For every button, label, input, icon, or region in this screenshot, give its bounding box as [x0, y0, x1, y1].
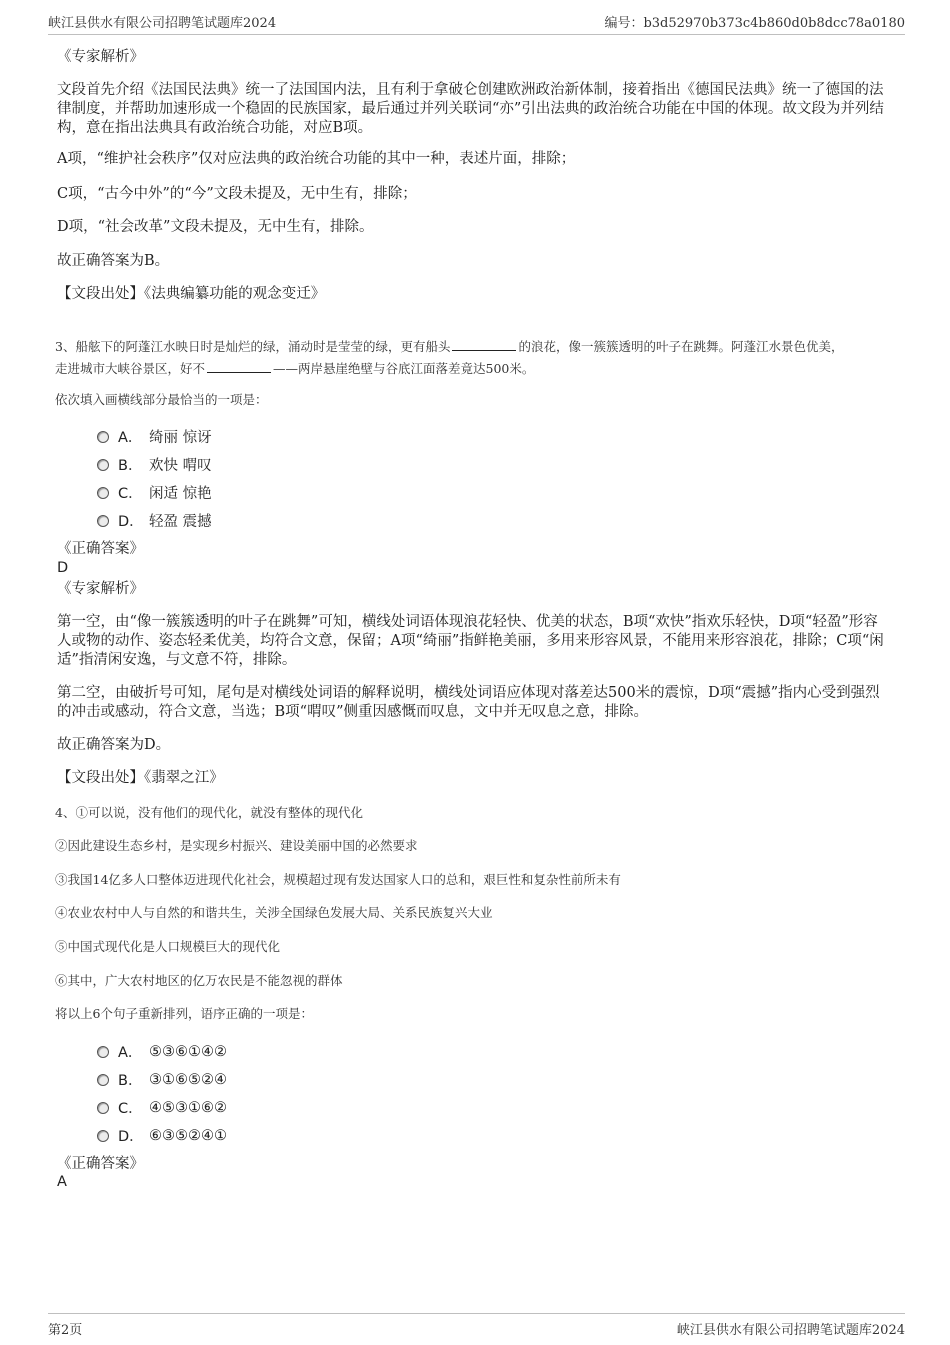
radio-button[interactable] — [97, 1102, 109, 1114]
header-title: 峡江县供水有限公司招聘笔试题库2024 — [48, 16, 277, 31]
sentence-3: ③我国14亿多人口整体迈进现代化社会，规模超过现有发达国家人口的总和，艰巨性和复杂性前所未有 — [55, 872, 621, 887]
radio-button[interactable] — [97, 515, 109, 527]
radio-button[interactable] — [97, 487, 109, 499]
option-a[interactable] — [97, 426, 212, 447]
option-c[interactable] — [97, 1097, 227, 1118]
conclusion: 故正确答案为D。 — [57, 737, 171, 753]
correct-answer: D — [57, 560, 69, 576]
option-text: ④⑤③①⑥② — [149, 1099, 227, 1116]
fill-blank-2 — [207, 359, 271, 373]
expert-heading: 《专家解析》 — [57, 581, 144, 597]
analysis-paragraph: 第一空，由“像一簇簇透明的叶子在跳舞”可知，横线处词语体现浪花轻快、优美的状态，B项“欢快”指欢乐轻快，D项“轻盈”形容人或物的动作、姿态轻柔优美，均符合文意，保留；A项“绮丽”指鲜艳美丽，多用来形容风景，不能用来形容浪花，排除；C项“闲适”指清闲安逸，与文意不符，排除。 — [57, 614, 884, 668]
option-d[interactable] — [97, 1125, 227, 1146]
option-letter: D． — [118, 514, 144, 530]
sentence-1: 4、①可以说，没有他们的现代化，就没有整体的现代化 — [55, 805, 363, 820]
option-letter: A． — [118, 430, 143, 446]
page-header — [48, 12, 905, 35]
expert-heading: 《专家解析》 — [57, 49, 144, 65]
option-d[interactable] — [97, 510, 212, 531]
option-letter: D． — [118, 1129, 144, 1145]
document-code: 编号：b3d52970b373c4b860d0b8dcc78a0180 — [604, 16, 905, 31]
analysis-item-a: A项，“维护社会秩序”仅对应法典的政治统合功能的其中一种，表述片面，排除； — [57, 151, 576, 167]
option-text: 轻盈 震撼 — [149, 514, 212, 530]
option-letter: A． — [118, 1045, 143, 1061]
option-text: ⑥③⑤②④① — [149, 1127, 227, 1144]
source-citation: 【文段出处】《法典编纂功能的观念变迁》 — [57, 286, 326, 302]
answer-heading: 《正确答案》 — [57, 1156, 144, 1172]
option-text: ③①⑥⑤②④ — [149, 1071, 227, 1088]
radio-button[interactable] — [97, 1130, 109, 1142]
question-4-prompt: 将以上6个句子重新排列，语序正确的一项是： — [55, 1006, 313, 1021]
sentence-5: ⑤中国式现代化是人口规模巨大的现代化 — [55, 939, 281, 954]
stem-text: 3、船舷下的阿蓬江水映日时是灿烂的绿，涌动时是莹莹的绿，更有船头 — [55, 339, 451, 354]
question-3-prompt: 依次填入画横线部分最恰当的一项是： — [55, 392, 268, 407]
option-b[interactable] — [97, 1069, 227, 1090]
correct-answer: A — [57, 1174, 67, 1190]
analysis-item-c: C项，“古今中外”的“今”文段未提及，无中生有，排除； — [57, 186, 417, 202]
option-text: 欢快 喟叹 — [149, 458, 212, 474]
analysis-item-d: D项，“社会改革”文段未提及，无中生有，排除。 — [57, 219, 374, 235]
sentence-6: ⑥其中，广大农村地区的亿万农民是不能忽视的群体 — [55, 973, 343, 988]
option-letter: C． — [118, 1101, 143, 1117]
option-letter: B． — [118, 458, 143, 474]
fill-blank-1 — [452, 337, 516, 351]
answer-heading: 《正确答案》 — [57, 541, 144, 557]
page-number: 第2页 — [48, 1323, 83, 1338]
option-a[interactable] — [97, 1041, 227, 1062]
question-3-stem — [55, 336, 890, 380]
option-text: 闲适 惊艳 — [149, 486, 212, 502]
stem-text: 走进城市大峡谷景区，好不 — [55, 361, 206, 376]
sentence-2: ②因此建设生态乡村，是实现乡村振兴、建设美丽中国的必然要求 — [55, 838, 418, 853]
option-text: 绮丽 惊讶 — [149, 430, 212, 446]
conclusion: 故正确答案为B。 — [57, 253, 170, 269]
footer-title: 峡江县供水有限公司招聘笔试题库2024 — [676, 1323, 905, 1338]
page-footer — [48, 1313, 905, 1338]
option-letter: B． — [118, 1073, 143, 1089]
radio-button[interactable] — [97, 1046, 109, 1058]
source-citation: 【文段出处】《翡翠之江》 — [57, 770, 224, 786]
option-b[interactable] — [97, 454, 212, 475]
analysis-paragraph: 第二空，由破折号可知，尾句是对横线处词语的解释说明，横线处词语应体现对落差达500米的震惊，D项“震撼”指内心受到强烈的冲击或感动，符合文意，当选；B项“喟叹”侧重因感慨而叹息，文中并无叹息之意，排除。 — [57, 685, 880, 720]
option-text: ⑤③⑥①④② — [149, 1043, 227, 1060]
analysis-paragraph: 文段首先介绍《法国民法典》统一了法国国内法，且有利于拿破仑创建欧洲政治新体制，接着指出《德国民法典》统一了德国的法律制度，并帮助加速形成一个稳固的民族国家，最后通过并列关联词“亦”引出法典的政治统合功能在中国的体现。故文段为并列结构，意在指出法典具有政治统合功能，对应B项。 — [57, 82, 884, 136]
sentence-4: ④农业农村中人与自然的和谐共生，关涉全国绿色发展大局、关系民族复兴大业 — [55, 905, 493, 920]
radio-button[interactable] — [97, 1074, 109, 1086]
option-letter: C． — [118, 486, 143, 502]
option-c[interactable] — [97, 482, 212, 503]
radio-button[interactable] — [97, 459, 109, 471]
stem-text: ——两岸悬崖绝壁与谷底江面落差竟达500米。 — [273, 361, 535, 376]
radio-button[interactable] — [97, 431, 109, 443]
stem-text: 的浪花，像一簇簇透明的叶子在跳舞。阿蓬江水景色优美， — [518, 339, 844, 354]
